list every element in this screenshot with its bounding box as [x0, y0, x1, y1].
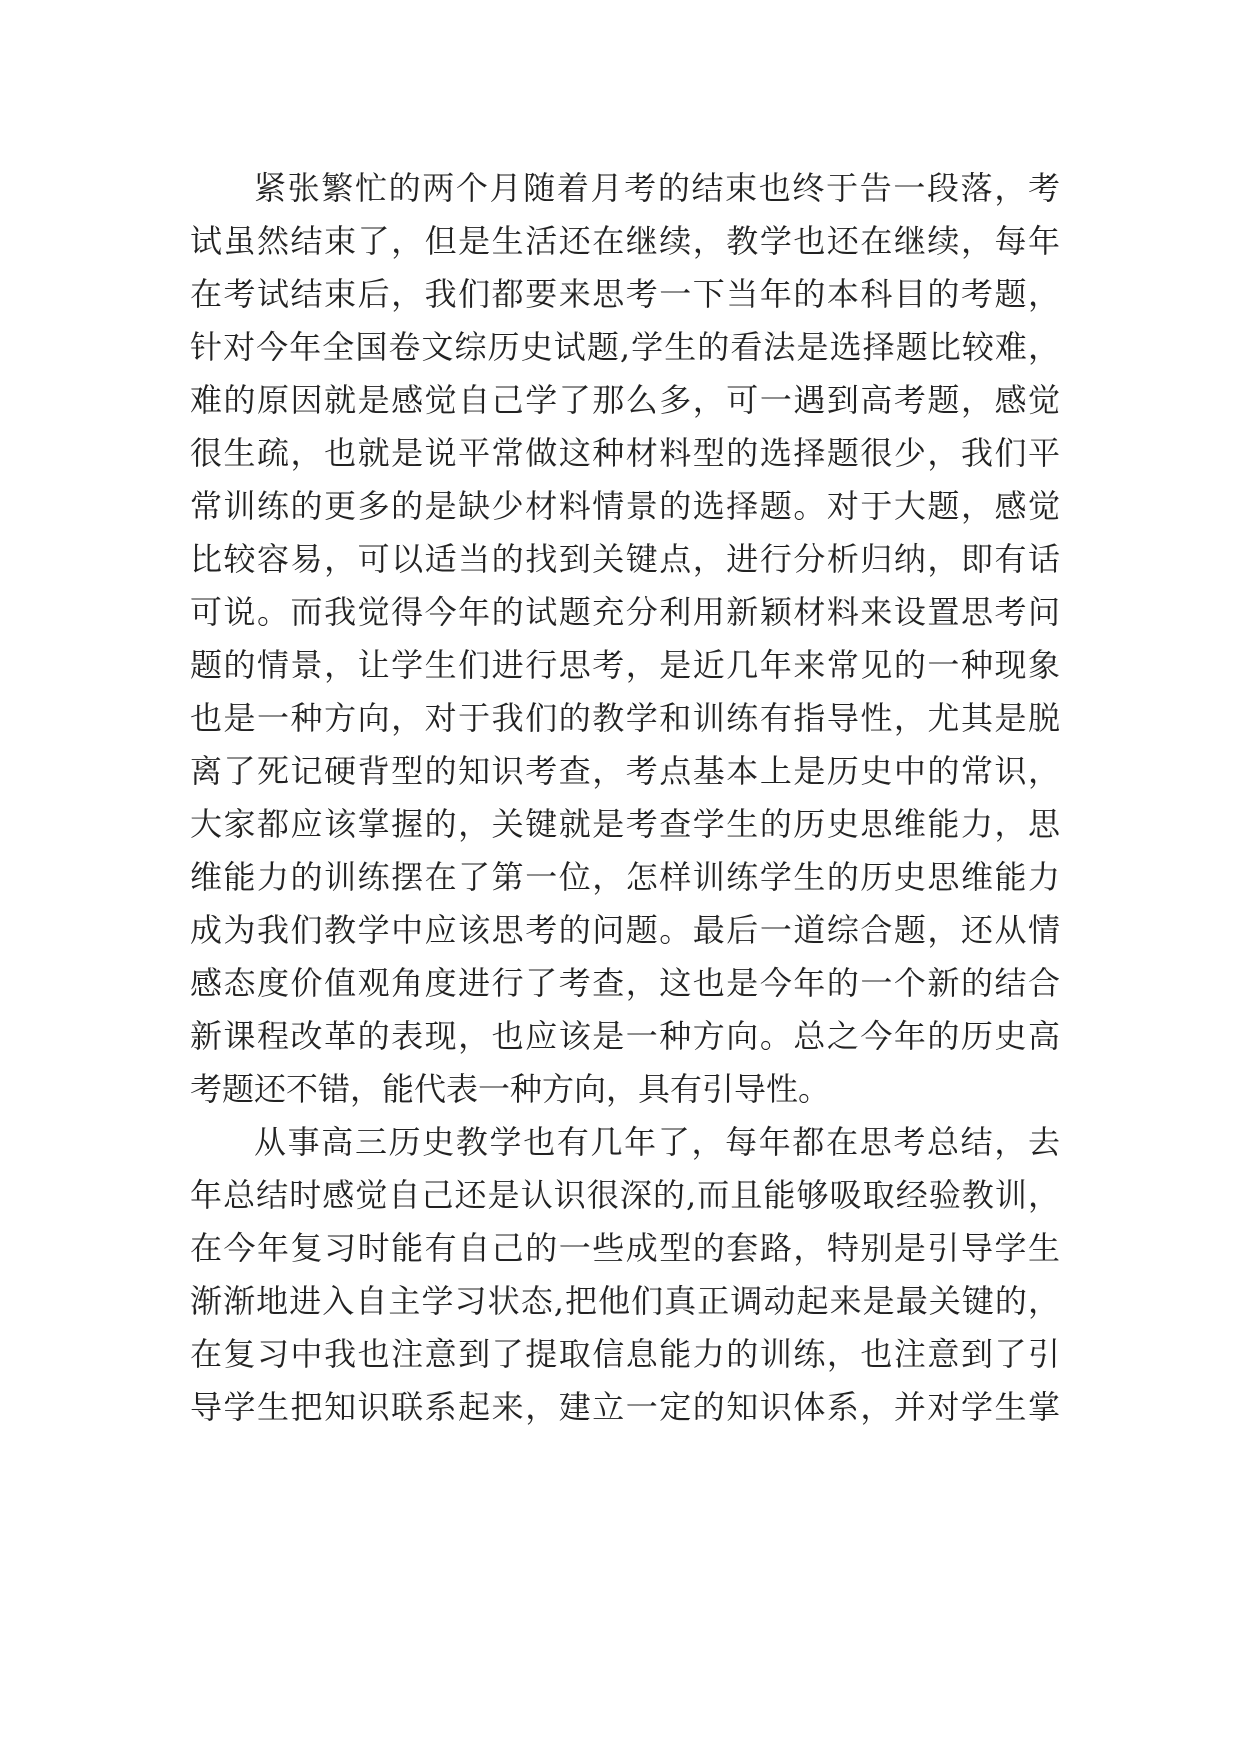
text-line: 从事高三历史教学也有几年了，每年都在思考总结，去 — [254, 1123, 1060, 1161]
text-line: 成为我们教学中应该思考的问题。最后一道综合题，还从情 — [190, 911, 1060, 949]
body-text — [190, 162, 1060, 1434]
text-line: 年总结时感觉自己还是认识很深的,而且能够吸取经验教训， — [190, 1176, 1060, 1214]
text-line: 可说。而我觉得今年的试题充分利用新颖材料来设置思考问 — [190, 593, 1060, 631]
text-line: 题的情景，让学生们进行思考，是近几年来常见的一种现象 — [190, 646, 1060, 684]
text-line: 在今年复习时能有自己的一些成型的套路，特别是引导学生 — [190, 1229, 1060, 1267]
text-line: 紧张繁忙的两个月随着月考的结束也终于告一段落，考 — [254, 169, 1060, 207]
text-line: 试虽然结束了，但是生活还在继续，教学也还在继续，每年 — [190, 222, 1060, 260]
text-line: 比较容易，可以适当的找到关键点，进行分析归纳，即有话 — [190, 540, 1060, 578]
text-line: 大家都应该掌握的，关键就是考查学生的历史思维能力，思 — [190, 805, 1060, 843]
text-line: 也是一种方向，对于我们的教学和训练有指导性，尤其是脱 — [190, 699, 1060, 737]
text-line: 新课程改革的表现，也应该是一种方向。总之今年的历史高 — [190, 1017, 1060, 1055]
text-line: 离了死记硬背型的知识考查，考点基本上是历史中的常识， — [190, 752, 1060, 790]
text-line: 感态度价值观角度进行了考查，这也是今年的一个新的结合 — [190, 964, 1060, 1002]
text-line: 导学生把知识联系起来，建立一定的知识体系，并对学生掌 — [190, 1388, 1060, 1426]
text-line: 针对今年全国卷文综历史试题,学生的看法是选择题比较难， — [190, 328, 1060, 366]
text-line: 维能力的训练摆在了第一位，怎样训练学生的历史思维能力 — [190, 858, 1060, 896]
text-line: 在考试结束后，我们都要来思考一下当年的本科目的考题， — [190, 275, 1060, 313]
paragraph-1 — [190, 162, 1060, 1116]
paragraph-2 — [190, 1116, 1060, 1434]
text-line: 渐渐地进入自主学习状态,把他们真正调动起来是最关键的， — [190, 1282, 1060, 1320]
text-line: 在复习中我也注意到了提取信息能力的训练，也注意到了引 — [190, 1335, 1060, 1373]
text-line: 很生疏，也就是说平常做这种材料型的选择题很少，我们平 — [190, 434, 1060, 472]
text-line: 难的原因就是感觉自己学了那么多，可一遇到高考题，感觉 — [190, 381, 1060, 419]
text-line: 常训练的更多的是缺少材料情景的选择题。对于大题，感觉 — [190, 487, 1060, 525]
text-line: 考题还不错，能代表一种方向，具有引导性。 — [190, 1070, 831, 1108]
